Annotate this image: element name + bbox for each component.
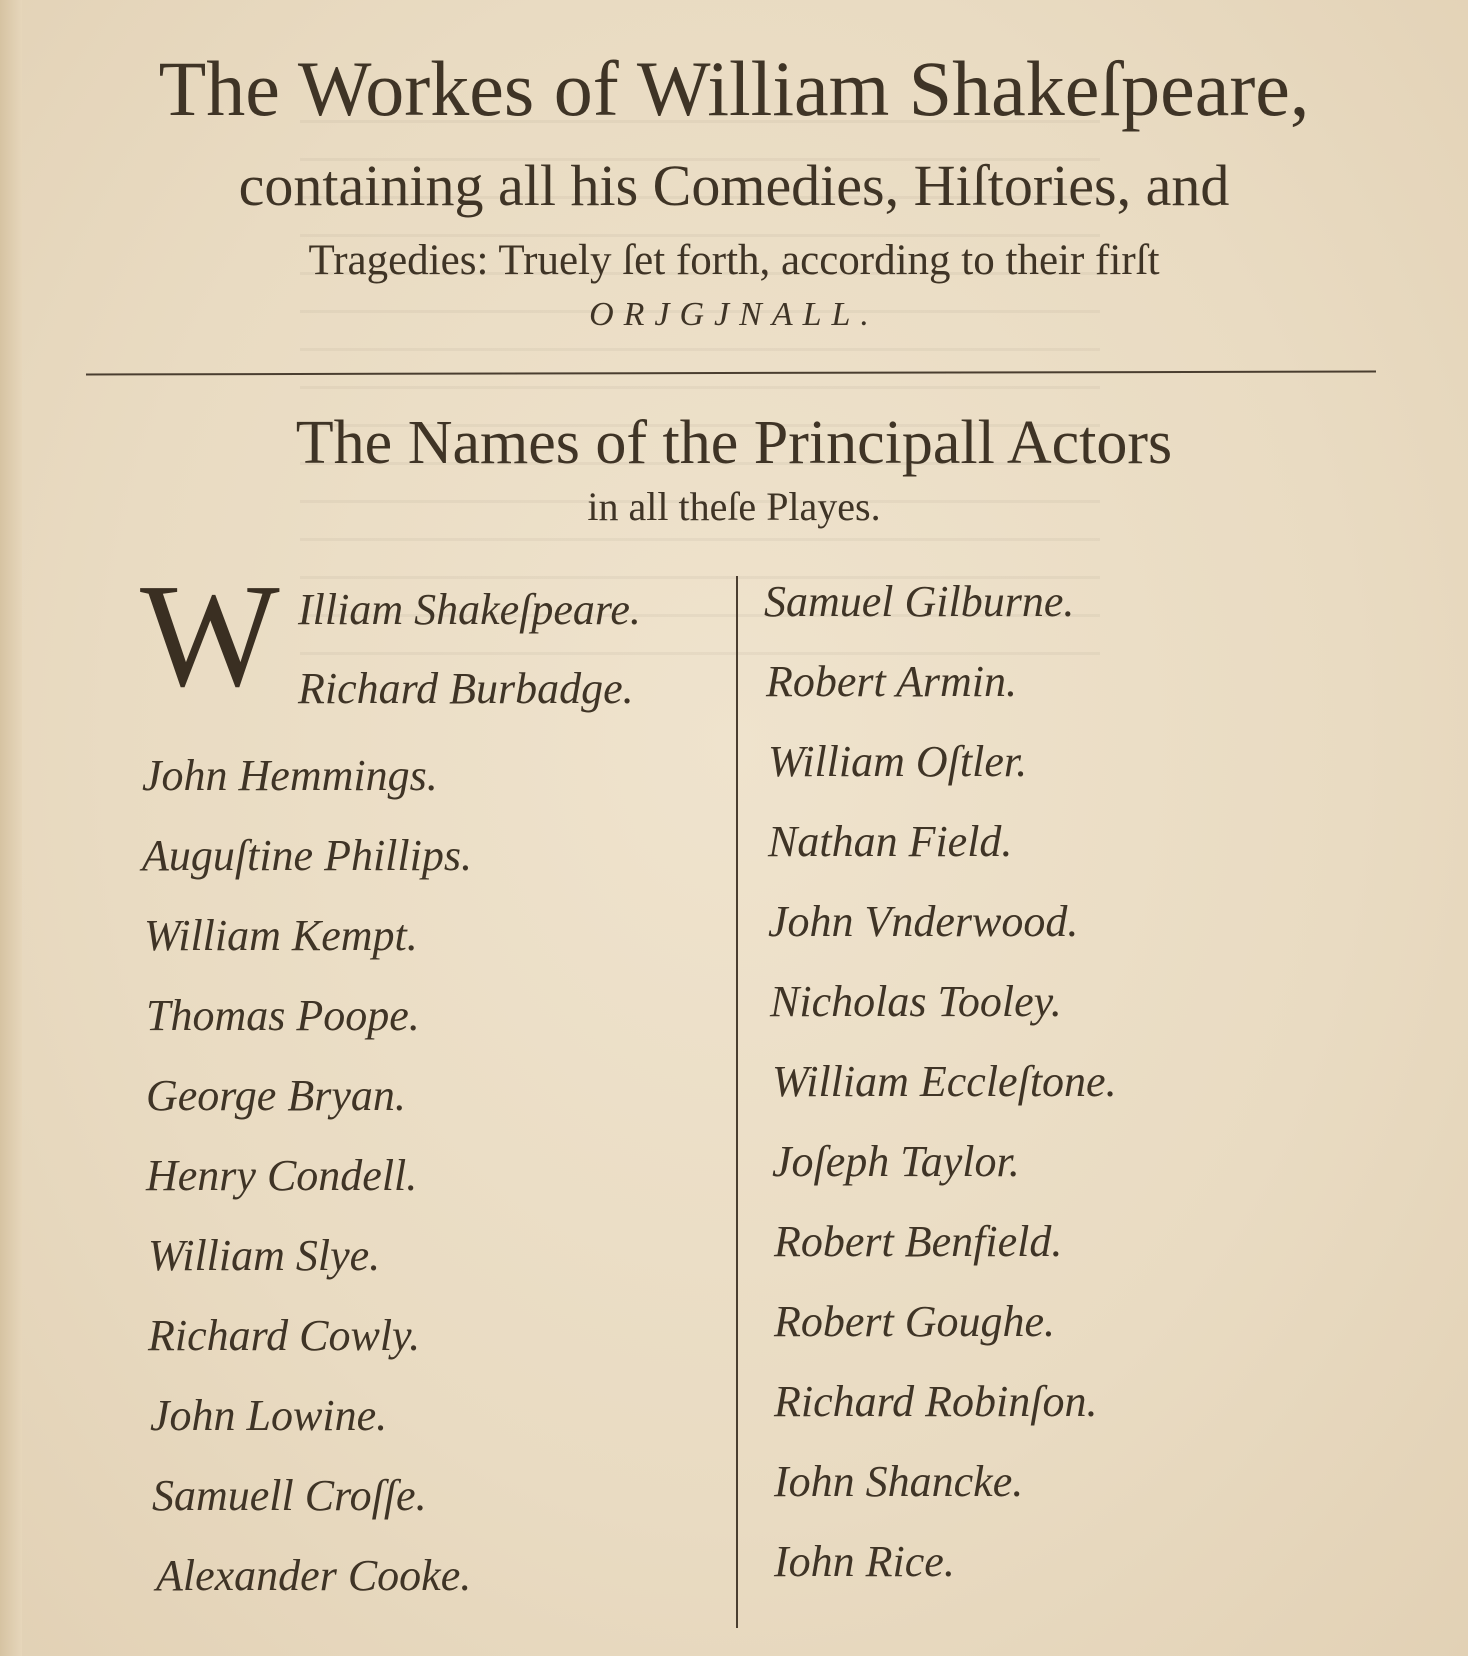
actor-name: William Slye. xyxy=(148,1231,381,1280)
title-line-2: containing all his Comedies, Hiſtories, and xyxy=(238,153,1230,218)
actor-name: Iohn Shancke. xyxy=(774,1457,1024,1506)
actor-name: Richard Robinſon. xyxy=(774,1377,1098,1426)
actor-name: Henry Condell. xyxy=(146,1151,418,1200)
actor-name: Illiam Shakeſpeare. xyxy=(298,585,641,634)
actor-name: William Eccleſtone. xyxy=(772,1057,1117,1106)
actor-name: John Vnderwood. xyxy=(768,897,1079,946)
actor-name: Richard Cowly. xyxy=(148,1311,421,1360)
actor-name: William Kempt. xyxy=(144,911,418,960)
title-line-4: ORJGJNALL. xyxy=(589,296,879,333)
column-divider xyxy=(736,576,738,1628)
section-subtitle: in all theſe Playes. xyxy=(587,484,881,529)
title-line-3: Tragedies: Truely ſet forth, according to their firſt xyxy=(308,237,1160,284)
actor-name: Auguſtine Phillips. xyxy=(142,831,472,880)
actor-name: Nicholas Tooley. xyxy=(770,977,1062,1026)
actor-name: Joſeph Taylor. xyxy=(772,1137,1020,1186)
actor-name: Robert Benfield. xyxy=(774,1217,1063,1266)
actor-name: Thomas Poope. xyxy=(146,991,420,1040)
actor-name: William Oſtler. xyxy=(768,737,1028,786)
actor-name: John Lowine. xyxy=(150,1391,388,1440)
actor-name: John Hemmings. xyxy=(142,751,438,800)
actor-name: Robert Goughe. xyxy=(774,1297,1056,1346)
actor-name: Richard Burbadge. xyxy=(298,664,634,713)
drop-cap: W xyxy=(140,554,280,718)
title-line-1: The Workes of William Shakeſpeare, xyxy=(158,45,1310,132)
actor-name: Robert Armin. xyxy=(766,657,1017,706)
actor-name: Samuel Gilburne. xyxy=(764,577,1075,626)
actor-name: Samuell Croſſe. xyxy=(152,1471,427,1520)
actor-name: Nathan Field. xyxy=(768,817,1013,866)
actor-name: George Bryan. xyxy=(146,1071,406,1120)
section-title: The Names of the Principall Actors xyxy=(295,409,1173,477)
actor-name: Iohn Rice. xyxy=(774,1537,955,1586)
actor-name: Alexander Cooke. xyxy=(156,1551,472,1600)
